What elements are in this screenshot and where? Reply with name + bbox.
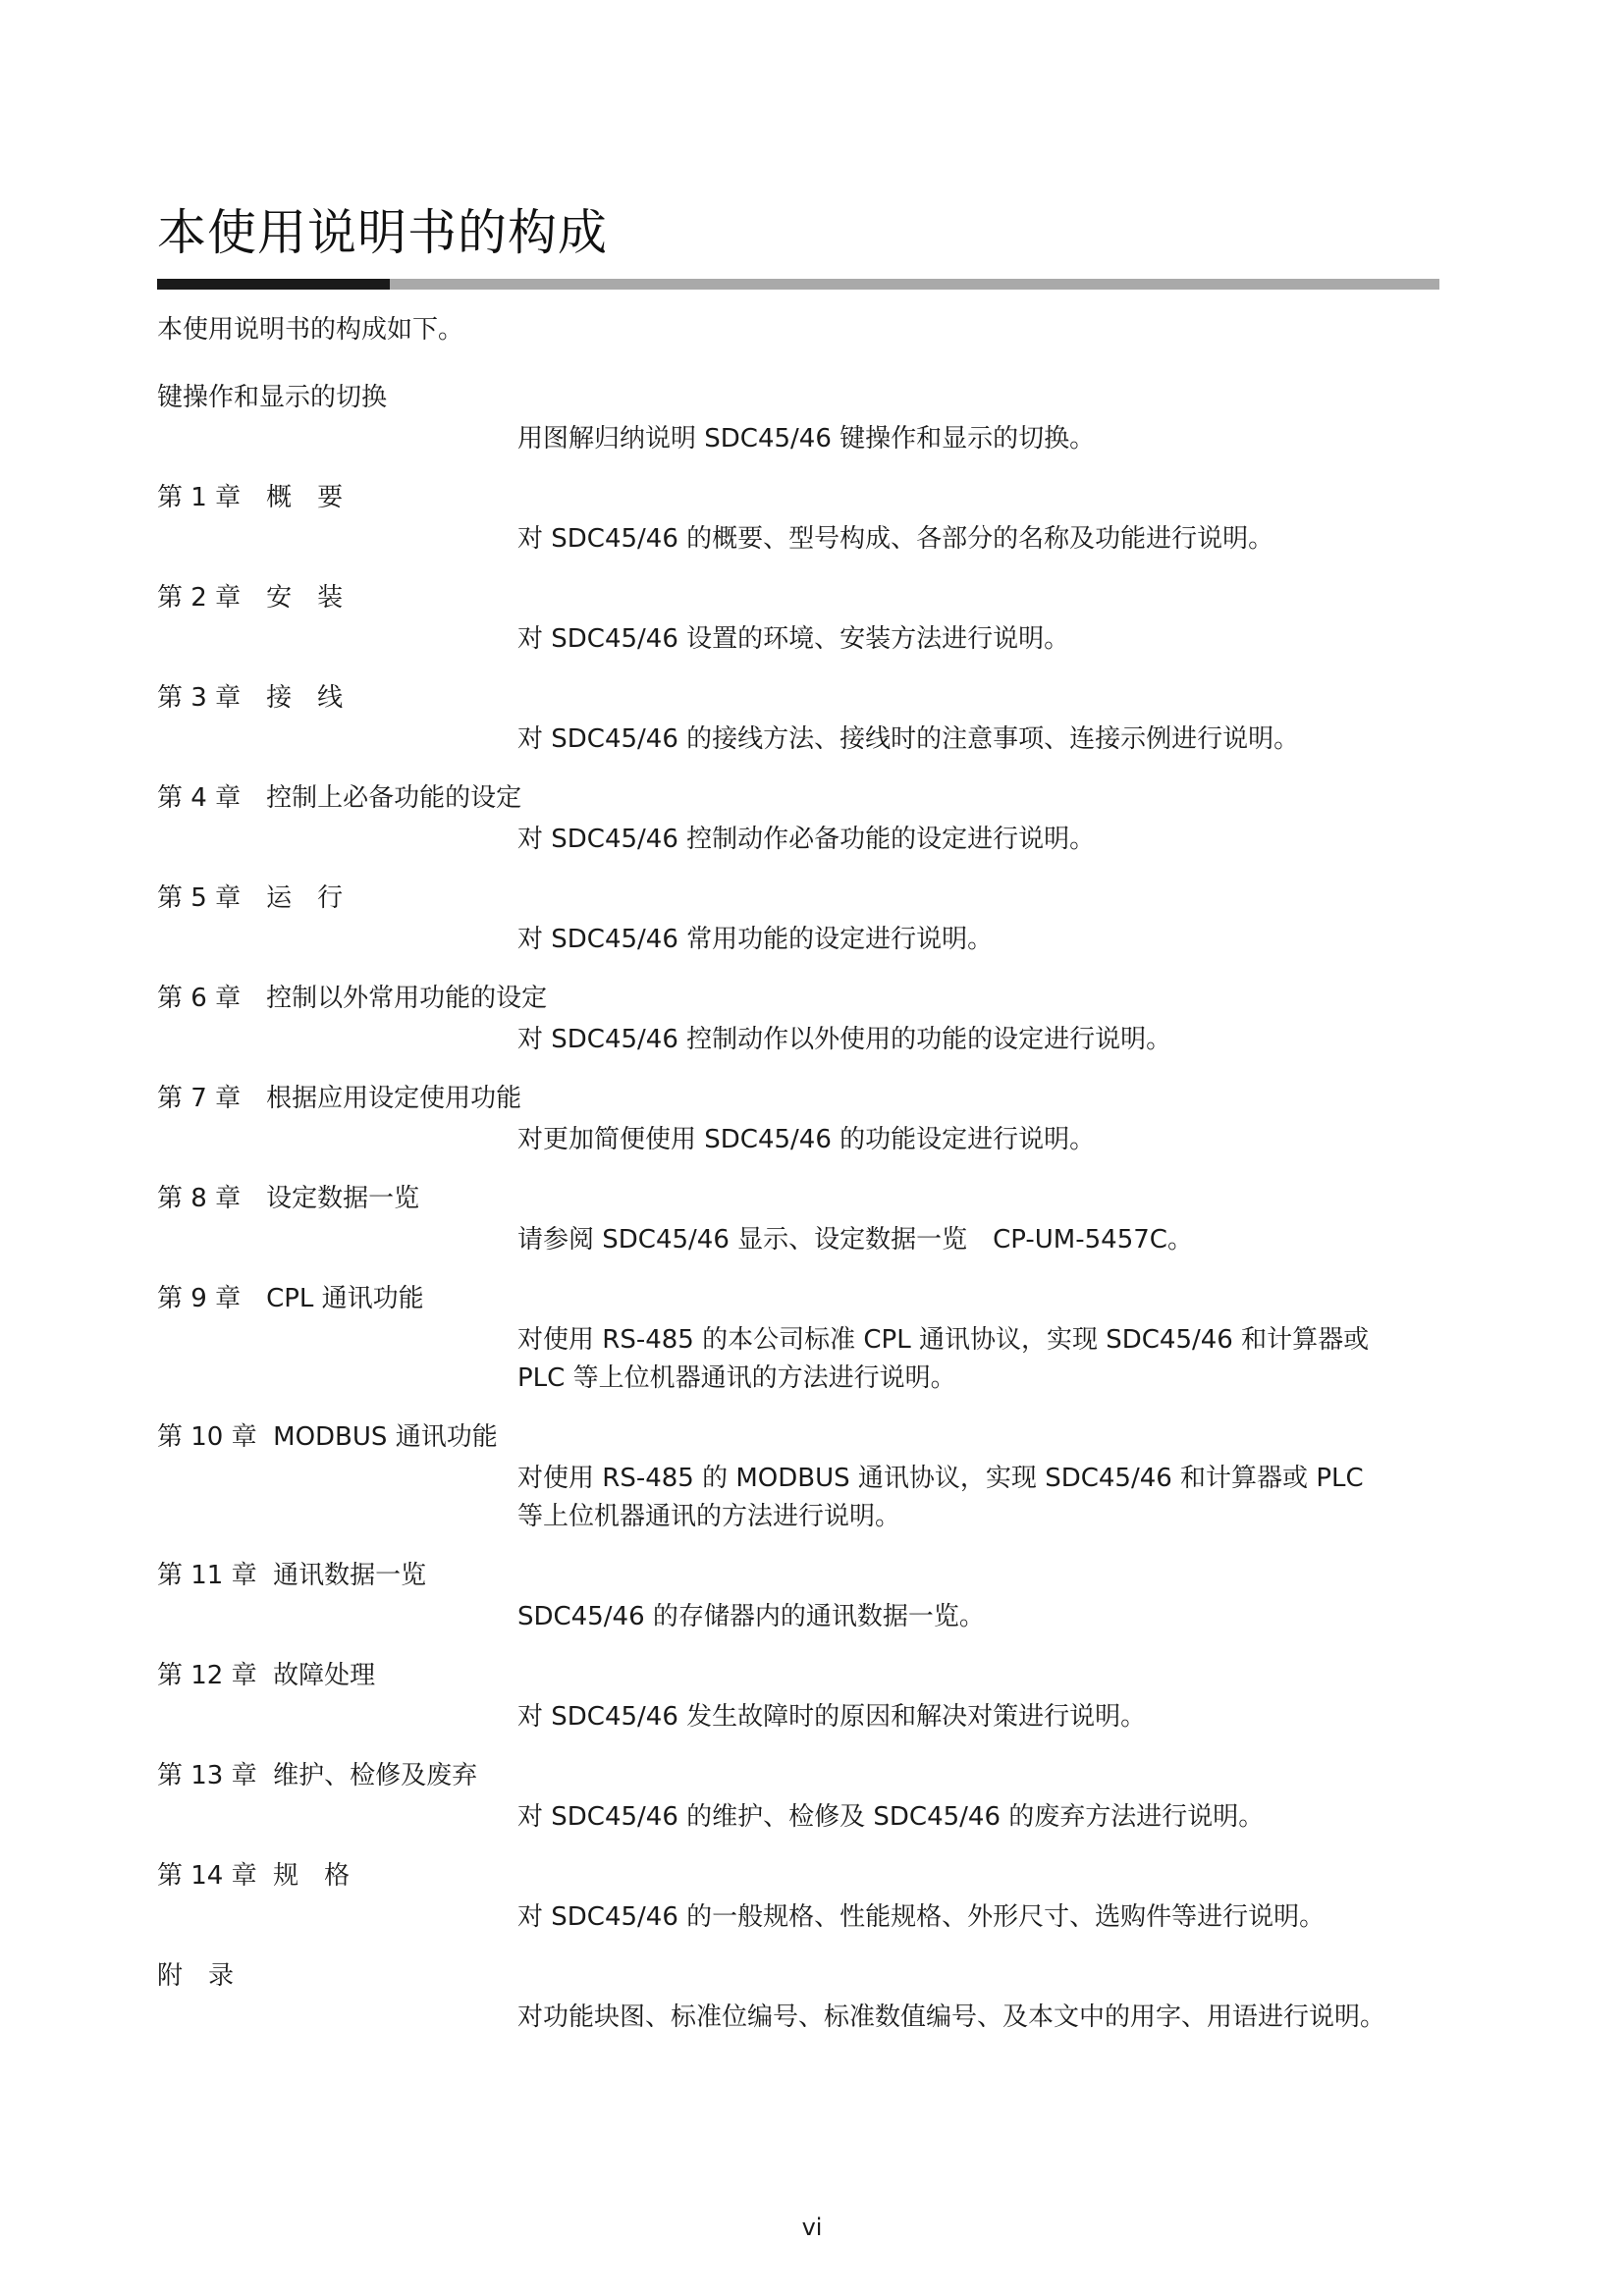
- contents-entry-appendix: [157, 1959, 1453, 2059]
- title-underline-grey: [390, 279, 1439, 290]
- entry-label: 第 12 章 故障处理: [157, 1661, 376, 1690]
- entry-description: 请参阅 SDC45/46 显示、设定数据一览 CP-UM-5457C。: [517, 1225, 1193, 1255]
- entry-description: 对 SDC45/46 常用功能的设定进行说明。: [517, 925, 994, 954]
- contents-entry-chapter-3: [157, 681, 1453, 781]
- contents-entry-chapter-1: [157, 481, 1453, 581]
- entry-label: 第 11 章 通讯数据一览: [157, 1561, 427, 1590]
- contents-entry-chapter-5: [157, 881, 1453, 982]
- title-underline-dark: [157, 279, 390, 290]
- contents-entry-chapter-12: [157, 1659, 1453, 1759]
- entry-label: 第 7 章 根据应用设定使用功能: [157, 1084, 522, 1113]
- entry-description: 对使用 RS-485 的本公司标准 CPL 通讯协议，实现 SDC45/46 和计算器或 PLC 等上位机器通讯的方法进行说明。: [517, 1325, 1370, 1393]
- entry-description: 对 SDC45/46 的一般规格、性能规格、外形尺寸、选购件等进行说明。: [517, 1902, 1326, 1932]
- entry-label: 第 2 章 安 装: [157, 583, 344, 613]
- contents-entry-chapter-10: [157, 1420, 1453, 1559]
- entry-label: 附 录: [157, 1961, 235, 1991]
- contents-entry-key-operation: [157, 381, 1453, 481]
- entry-description: 用图解归纳说明 SDC45/46 键操作和显示的切换。: [517, 424, 1096, 454]
- entry-description: 对功能块图、标准位编号、标准数值编号、及本文中的用字、用语进行说明。: [517, 2002, 1386, 2032]
- intro-text: 本使用说明书的构成如下。: [157, 315, 464, 345]
- page-number: vi: [801, 2214, 823, 2241]
- entry-label: 第 8 章 设定数据一览: [157, 1184, 420, 1213]
- entry-label: 第 5 章 运 行: [157, 883, 344, 913]
- contents-entry-chapter-6: [157, 982, 1453, 1082]
- contents-entry-chapter-14: [157, 1859, 1453, 1959]
- entry-label: 第 6 章 控制以外常用功能的设定: [157, 984, 548, 1013]
- contents-entry-chapter-9: [157, 1282, 1453, 1420]
- contents-entry-chapter-13: [157, 1759, 1453, 1859]
- entry-label: 第 13 章 维护、检修及废弃: [157, 1761, 478, 1790]
- contents-entry-chapter-11: [157, 1559, 1453, 1659]
- contents-entry-chapter-4: [157, 781, 1453, 881]
- entry-label: 第 10 章 MODBUS 通讯功能: [157, 1422, 498, 1452]
- contents-entry-chapter-2: [157, 581, 1453, 681]
- contents-entry-chapter-8: [157, 1182, 1453, 1282]
- contents-entry-chapter-7: [157, 1082, 1453, 1182]
- entry-label: 第 3 章 接 线: [157, 683, 344, 713]
- entry-label: 第 4 章 控制上必备功能的设定: [157, 783, 522, 813]
- entry-description: SDC45/46 的存储器内的通讯数据一览。: [517, 1602, 985, 1631]
- entry-description: 对更加简便使用 SDC45/46 的功能设定进行说明。: [517, 1125, 1096, 1154]
- entry-description: 对 SDC45/46 的接线方法、接线时的注意事项、连接示例进行说明。: [517, 724, 1300, 754]
- entry-label: 第 9 章 CPL 通讯功能: [157, 1284, 424, 1313]
- page-title: 本使用说明书的构成: [157, 204, 608, 261]
- entry-label: 键操作和显示的切换: [157, 383, 388, 412]
- contents-list: [157, 381, 1453, 2059]
- entry-description: 对 SDC45/46 控制动作以外使用的功能的设定进行说明。: [517, 1025, 1172, 1054]
- entry-label: 第 14 章 规 格: [157, 1861, 351, 1891]
- entry-description: 对 SDC45/46 发生故障时的原因和解决对策进行说明。: [517, 1702, 1147, 1732]
- entry-description: 对使用 RS-485 的 MODBUS 通讯协议，实现 SDC45/46 和计算器或 PLC 等上位机器通讯的方法进行说明。: [517, 1464, 1364, 1531]
- entry-description: 对 SDC45/46 设置的环境、安装方法进行说明。: [517, 624, 1070, 654]
- title-underline: [157, 279, 1439, 290]
- entry-label: 第 1 章 概 要: [157, 483, 344, 512]
- entry-description: 对 SDC45/46 控制动作必备功能的设定进行说明。: [517, 825, 1096, 854]
- entry-description: 对 SDC45/46 的维护、检修及 SDC45/46 的废弃方法进行说明。: [517, 1802, 1265, 1832]
- entry-description: 对 SDC45/46 的概要、型号构成、各部分的名称及功能进行说明。: [517, 524, 1274, 554]
